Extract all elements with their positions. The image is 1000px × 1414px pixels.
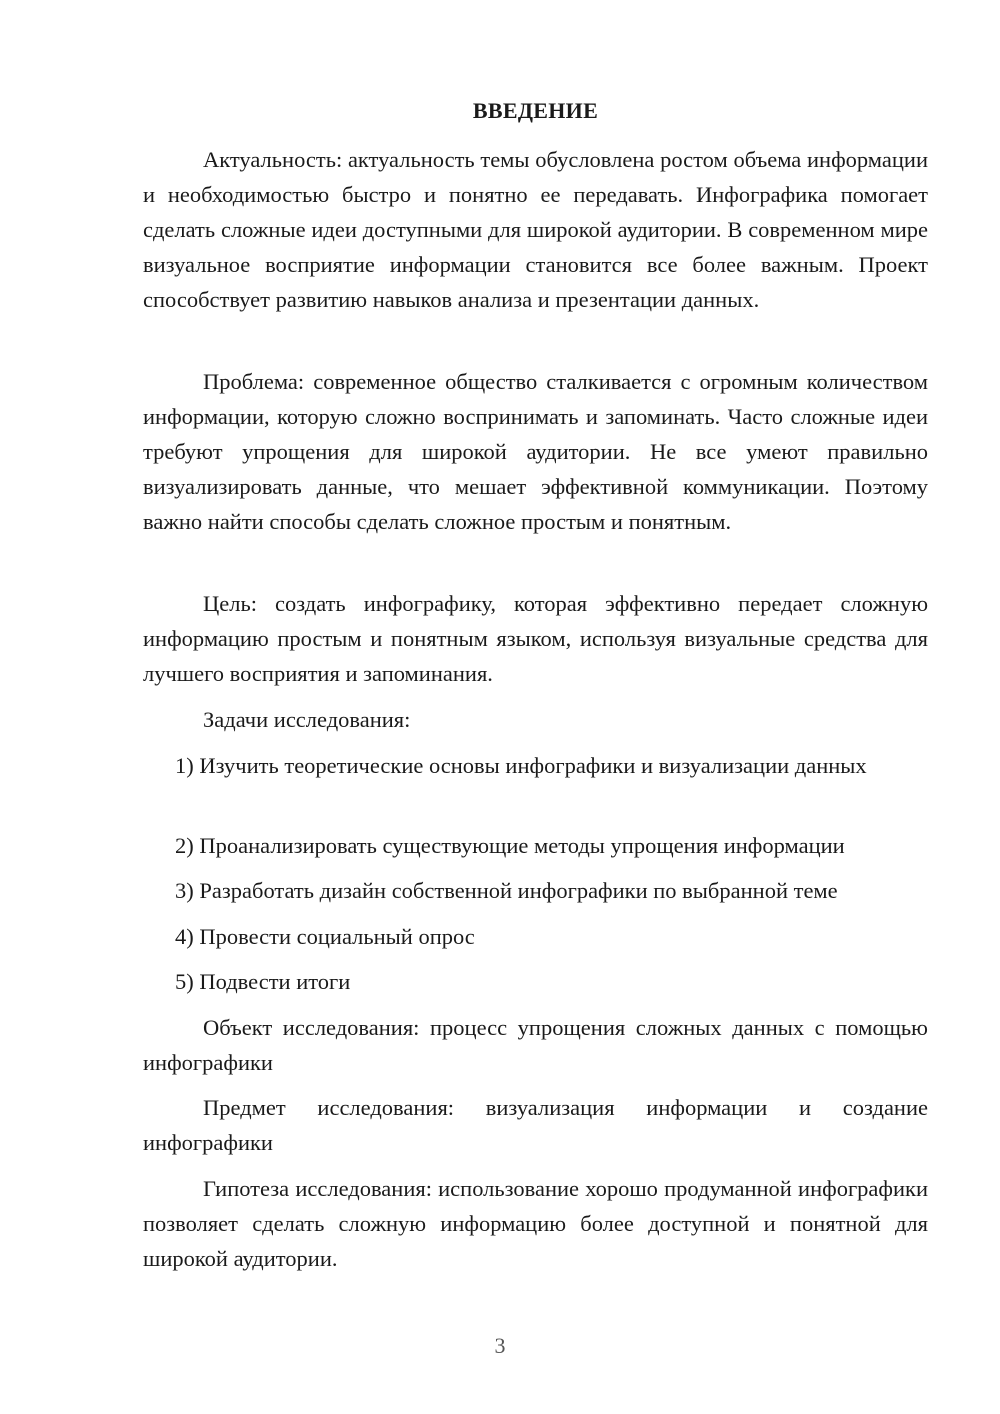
paragraph-goal: Цель: создать инфографику, которая эффективно передает сложную информацию простым и понятным языком, используя визуальные средства для лучшего восприятия и запоминания. bbox=[143, 591, 928, 686]
paragraph-object: Объект исследования: процесс упрощения сложных данных с помощью инфографики bbox=[143, 1015, 928, 1075]
task-item-4: 4) Провести социальный опрос bbox=[175, 924, 475, 949]
paragraph-problem: Проблема: современное общество сталкивается с огромным количеством информации, которую сложно воспринимать и запоминать. Часто сложные идеи требуют упрощения для широкой аудитории. Не все умеют правильно визуализировать данные, что мешает эффективной коммуникации. Поэтому важно найти способы сделать сложное простым и понятным. bbox=[143, 369, 928, 534]
task-item-1: 1) Изучить теоретические основы инфографики и визуализации данных bbox=[175, 753, 867, 778]
task-item-3: 3) Разработать дизайн собственной инфографики по выбранной теме bbox=[175, 878, 838, 903]
paragraph-relevance: Актуальность: актуальность темы обусловлена ростом объема информации и необходимостью быстро и понятно ее передавать. Инфографика помогает сделать сложные идеи доступными для широкой аудитории. В современном мире визуальное восприятие информации становится все более важным. Проект способствует развитию навыков анализа и презентации данных. bbox=[143, 147, 928, 312]
paragraph-hypothesis: Гипотеза исследования: использование хорошо продуманной инфографики позволяет сделать сложную информацию более доступной и понятной для широкой аудитории. bbox=[143, 1176, 928, 1271]
page-title: ВВЕДЕНИЕ bbox=[472, 98, 599, 123]
paragraph-subject: Предмет исследования: визуализация информации и создание инфографики bbox=[143, 1095, 928, 1155]
tasks-heading: Задачи исследования: bbox=[203, 707, 411, 732]
task-item-5: 5) Подвести итоги bbox=[175, 969, 351, 994]
page-number: 3 bbox=[494, 1333, 506, 1358]
task-item-2: 2) Проанализировать существующие методы упрощения информации bbox=[175, 833, 845, 858]
